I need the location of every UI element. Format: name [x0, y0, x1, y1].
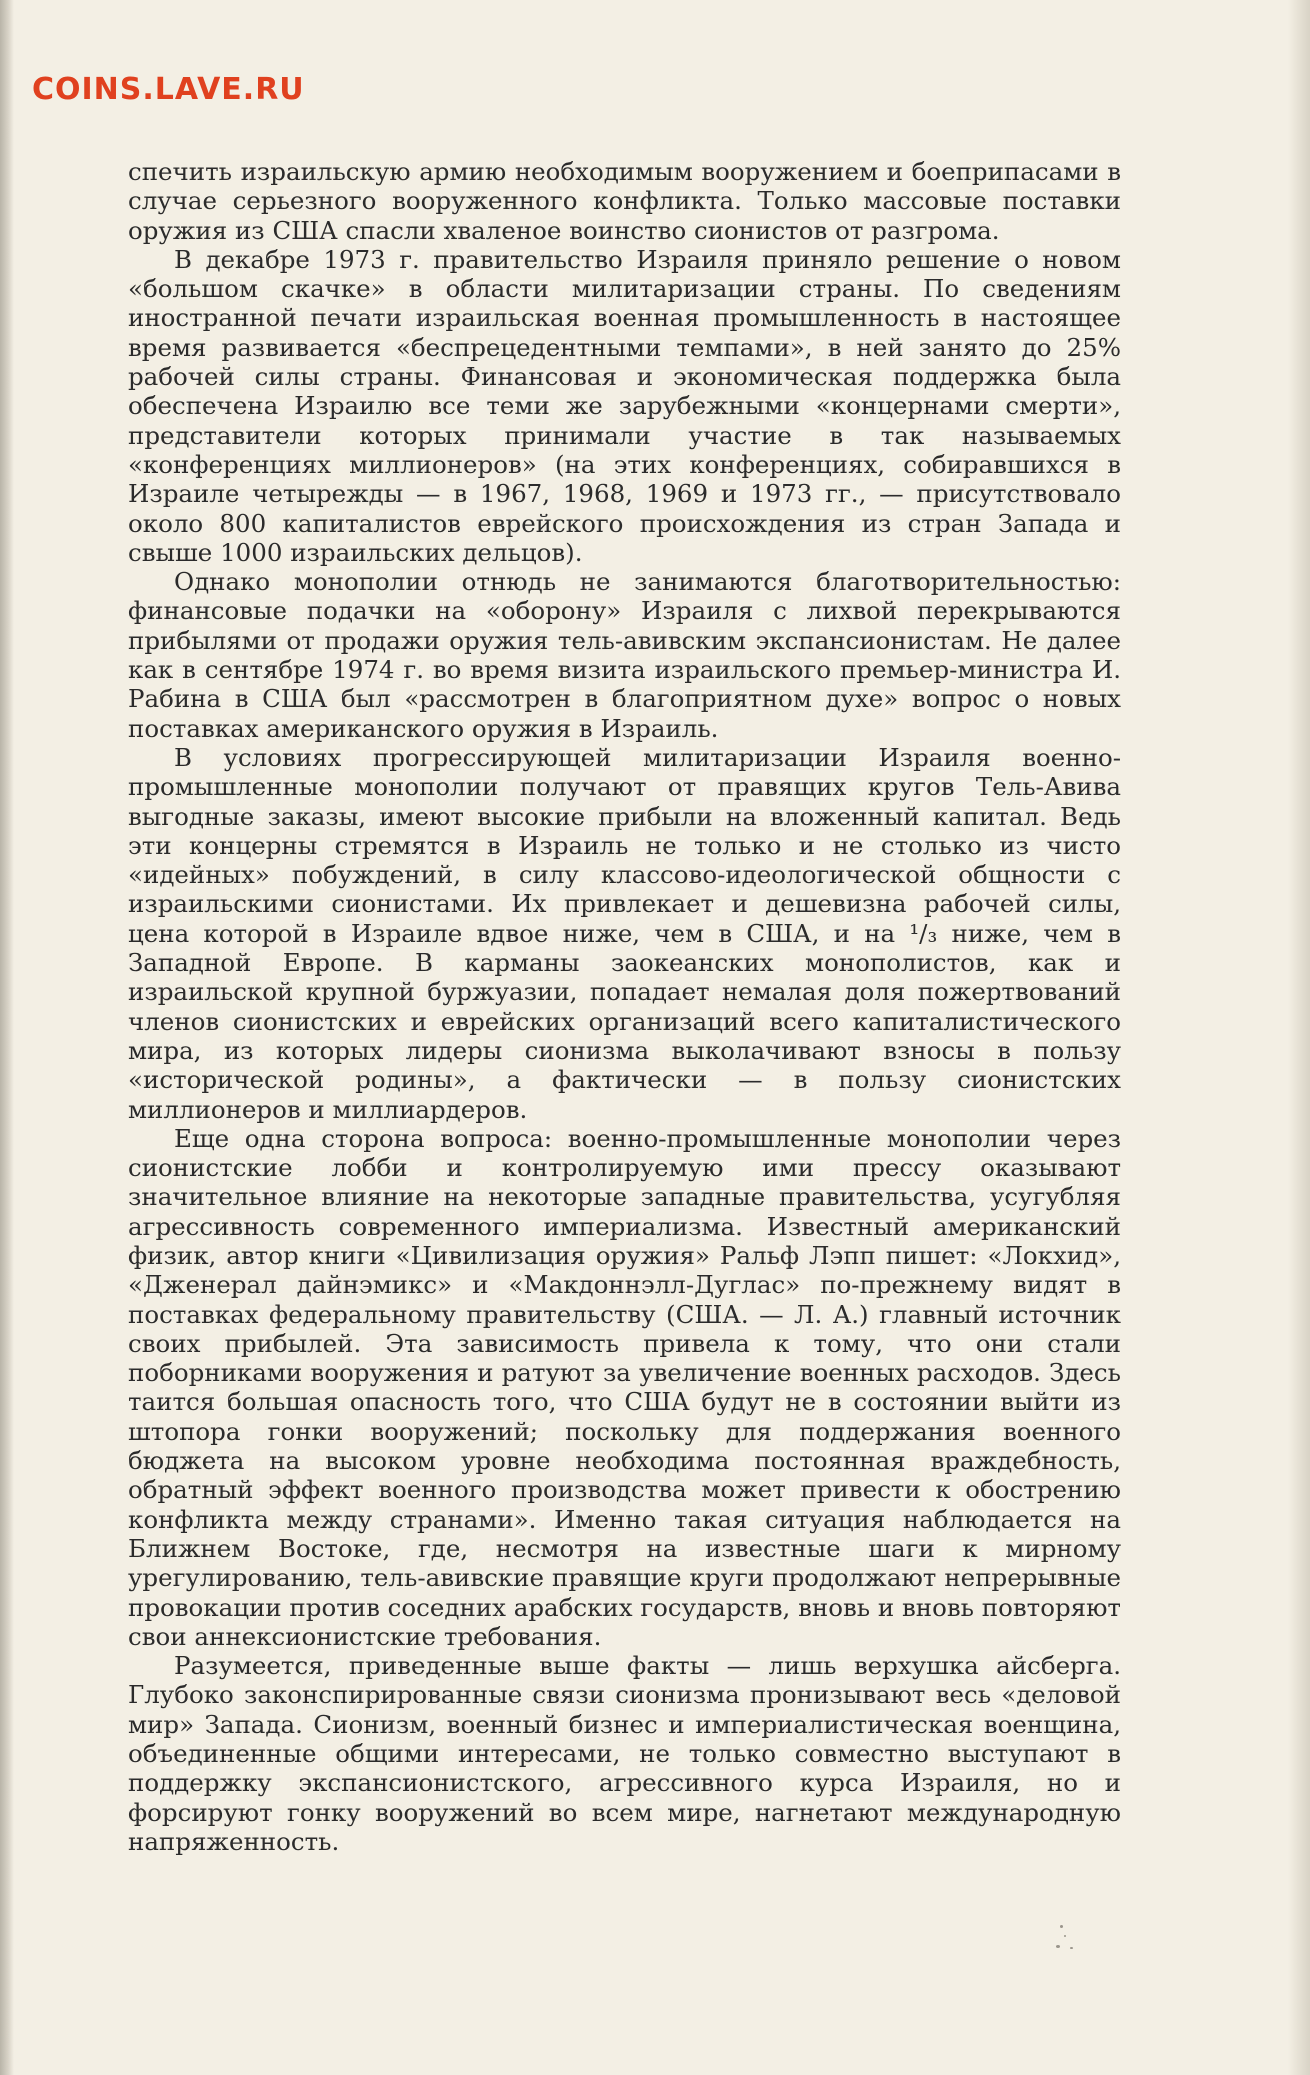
page-edge-shadow	[1288, 0, 1310, 2075]
paragraph-5: Еще одна сторона вопроса: военно-промышленные монополии через сионистские лобби и контролируемую ими прессу оказывают значительное влияние на некоторые западные правительства, усугубляя агрессивность современного империализма. Известный американский физик, автор книги «Цивилизация оружия» Ральф Лэпп пишет: «Локхид», «Дженерал дайнэмикс» и «Макдоннэлл-Дуглас» по-прежнему видят в поставках федеральному правительству (США. — Л. А.) главный источник своих прибылей. Эта зависимость привела к тому, что они стали поборниками вооружения и ратуют за увеличение военных расходов. Здесь таится большая опасность того, что США будут не в состоянии выйти из штопора гонки вооружений; поскольку для поддержания военного бюджета на высоком уровне необходима постоянная враждебность, обратный эффект военного производства может привести к обострению конфликта между странами». Именно такая ситуация наблюдается на Ближнем Востоке, где, несмотря на известные шаги к мирному урегулированию, тель-авивские правящие круги продолжают непрерывные провокации против соседних арабских государств, вновь и вновь повторяют свои аннексионистские требования.	[128, 1123, 1121, 1651]
watermark-text: COINS.LAVE.RU	[32, 72, 305, 107]
speck	[1060, 1925, 1063, 1928]
paragraph-2: В декабре 1973 г. правительство Израиля приняло решение о новом «большом скачке» в области милитаризации страны. По сведениям иностранной печати израильская военная промышленность в настоящее время развивается «беспрецедентными темпами», в ней занято до 25% рабочей силы страны. Финансовая и экономическая поддержка была обеспечена Израилю все теми же зарубежными «концернами смерти», представители которых принимали участие в так называемых «конференциях миллионеров» (на этих конференциях, собиравшихся в Израиле четырежды — в 1967, 1968, 1969 и 1973 гг., — присутствовало около 800 капиталистов еврейского происхождения из стран Запада и свыше 1000 израильских дельцов).	[128, 244, 1121, 567]
body-text	[128, 157, 1121, 1856]
paragraph-1: спечить израильскую армию необходимым вооружением и боеприпасами в случае серьезного вооруженного конфликта. Только массовые поставки оружия из США спасли хваленое воинство сионистов от разгрома.	[128, 157, 1121, 245]
speck	[1064, 1935, 1066, 1937]
paragraph-4: В условиях прогрессирующей милитаризации Израиля военно-промышленные монополии получают от правящих кругов Тель-Авива выгодные заказы, имеют высокие прибыли на вложенный капитал. Ведь эти концерны стремятся в Израиль не только и не столько из чисто «идейных» побуждений, в силу классово-идеологической общности с израильскими сионистами. Их привлекает и дешевизна рабочей силы, цена которой в Израиле вдвое ниже, чем в США, и на ¹/₃ ниже, чем в Западной Европе. В карманы заокеанских монополистов, как и израильской крупной буржуазии, попадает немалая доля пожертвований членов сионистских и еврейских организаций всего капиталистического мира, из которых лидеры сионизма выколачивают взносы в пользу «исторической родины», а фактически — в пользу сионистских миллионеров и миллиардеров.	[128, 742, 1121, 1124]
paragraph-6: Разумеется, приведенные выше факты — лишь верхушка айсберга. Глубоко законспирированные связи сионизма пронизывают весь «деловой мир» Запада. Сионизм, военный бизнес и империалистическая военщина, объединенные общими интересами, не только совместно выступают в поддержку экспансионистского, агрессивного курса Израиля, но и форсируют гонку вооружений во всем мире, нагнетают международную напряженность.	[128, 1651, 1121, 1856]
paragraph-3: Однако монополии отнюдь не занимаются благотворительностью: финансовые подачки на «оборону» Израиля с лихвой перекрываются прибылями от продажи оружия тель-авивским экспансионистам. Не далее как в сентябре 1974 г. во время визита израильского премьер-министра И. Рабина в США был «рассмотрен в благоприятном духе» вопрос о новых поставках американского оружия в Израиль.	[128, 567, 1121, 743]
speck	[1056, 1945, 1060, 1948]
paper-specks	[1052, 1925, 1082, 1955]
speck	[1070, 1947, 1073, 1949]
page-binding-shadow	[0, 0, 14, 2075]
